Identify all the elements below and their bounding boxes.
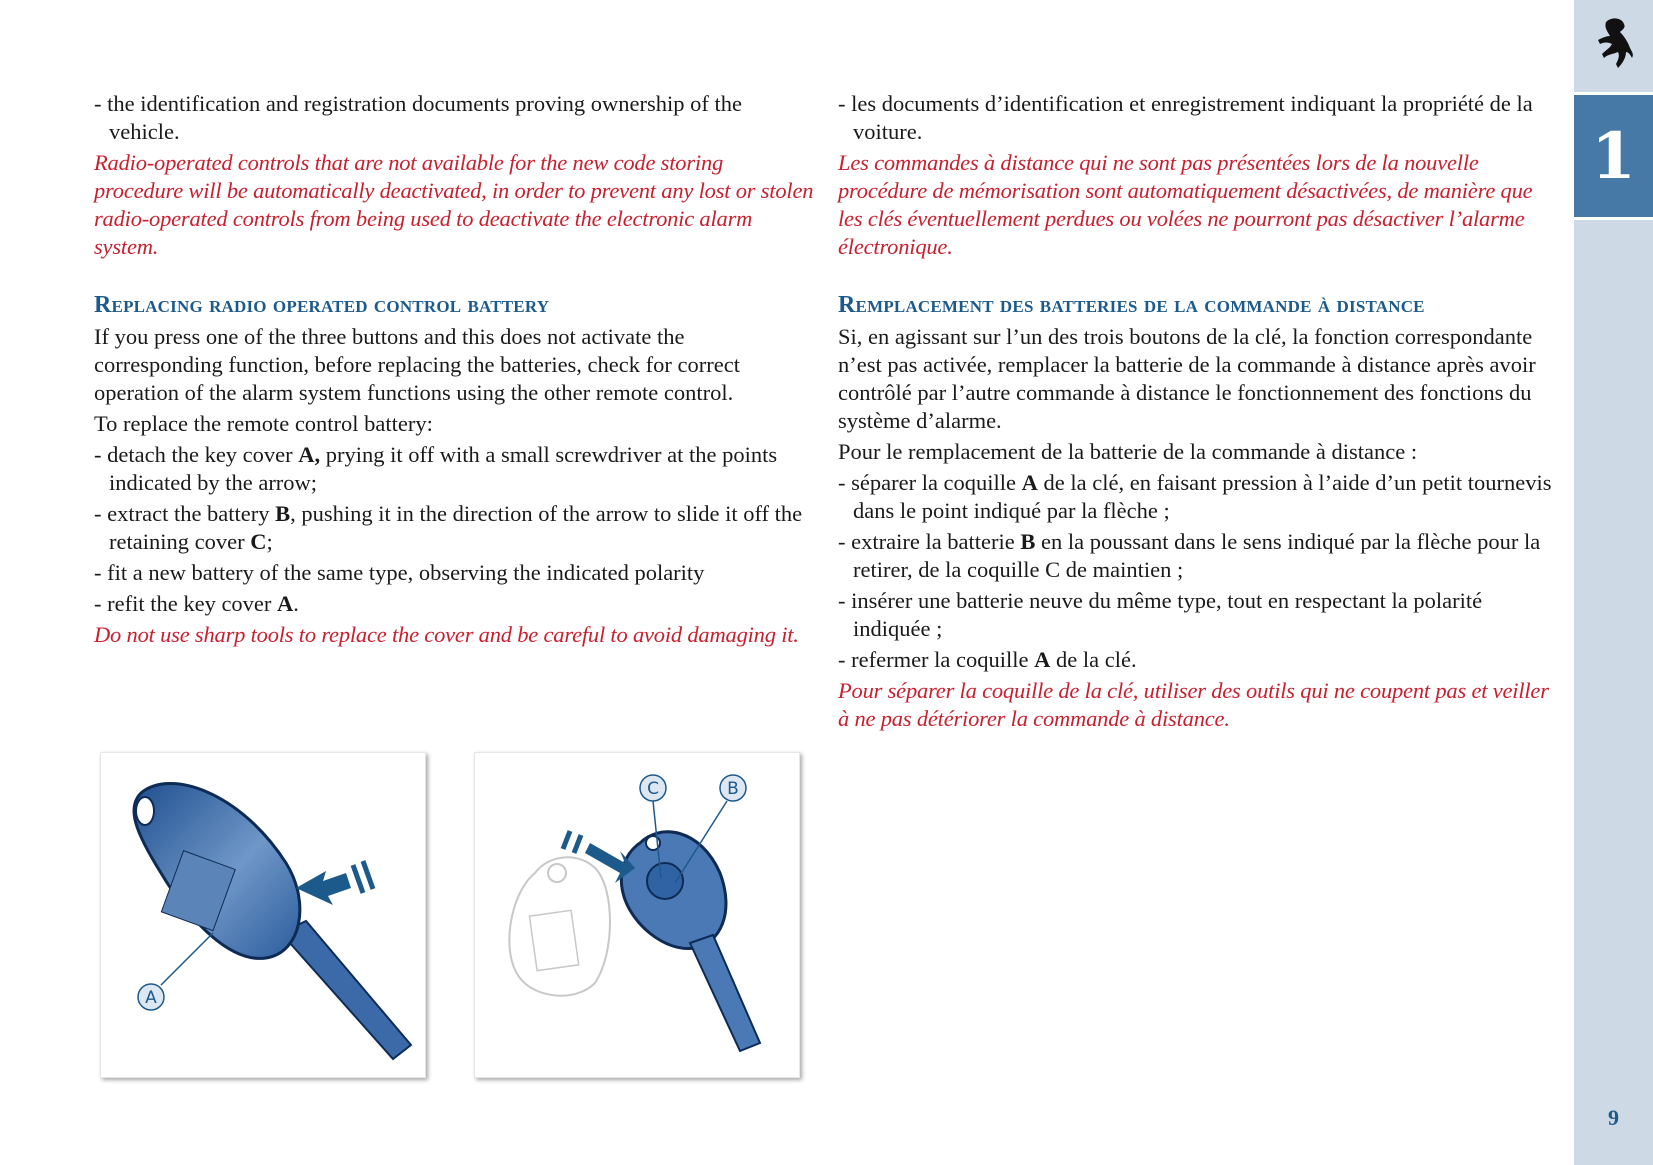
steps-intro: To replace the remote control battery: bbox=[94, 411, 433, 436]
french-column bbox=[838, 90, 1558, 733]
prancing-horse-icon bbox=[1592, 14, 1636, 74]
open-key-illustration-icon bbox=[475, 753, 799, 1077]
step-3-fr: - insérer une batterie neuve du même type, tout en respectant la polarité indiquée ; bbox=[838, 588, 1483, 641]
step-1: - detach the key cover A, prying it off with a small screwdriver at the points indicated by the arrow; bbox=[94, 442, 778, 495]
chapter-sidebar bbox=[1574, 0, 1653, 1165]
key-illustration-icon bbox=[101, 753, 425, 1077]
section-heading-fr: Remplacement des batteries de la commande à distance bbox=[838, 292, 1425, 318]
chapter-number-tab[interactable]: 1 bbox=[1574, 95, 1653, 217]
page-number: 9 bbox=[1608, 1105, 1619, 1130]
callout-b: B bbox=[727, 779, 739, 799]
intro-paragraph-fr: Si, en agissant sur l’un des trois boutons de la clé, la fonction correspondante n’est pas activée, remplacer la batterie de la commande à distance après avoir contrôlé par l’autre commande à distance le fonctionnement des fonctions du système d’alarme. bbox=[838, 324, 1536, 433]
steps-intro-fr: Pour le remplacement de la batterie de la commande à distance : bbox=[838, 439, 1418, 464]
callout-a: A bbox=[145, 988, 157, 1008]
ownership-documents-bullet: - the identification and registration documents proving ownership of the vehicle. bbox=[94, 91, 742, 144]
deactivation-note-fr: Les commandes à distance qui ne sont pas présentées lors de la nouvelle procédure de mémorisation sont automatiquement désactivées, de manière que les clés éventuellement perdues ou volées ne pourront pas désactiver l’alarme électronique. bbox=[838, 150, 1533, 259]
section-heading: Replacing radio operated control battery bbox=[94, 292, 550, 318]
sidebar-divider-2 bbox=[1574, 217, 1653, 220]
key-cover-removal-figure bbox=[100, 752, 426, 1078]
sharp-tools-warning: Do not use sharp tools to replace the cover and be careful to avoid damaging it. bbox=[94, 622, 799, 647]
intro-paragraph: If you press one of the three buttons and this does not activate the corresponding function, before replacing the batteries, check for correct operation of the alarm system functions using the other remote control. bbox=[94, 324, 740, 405]
callout-c: C bbox=[647, 779, 659, 799]
battery-extraction-figure bbox=[474, 752, 800, 1078]
step-3: - fit a new battery of the same type, observing the indicated polarity bbox=[94, 560, 705, 585]
deactivation-note: Radio-operated controls that are not available for the new code storing procedure will be automatically deactivated, in order to prevent any lost or stolen radio-operated controls from being used to deactivate the electronic alarm system. bbox=[94, 150, 814, 259]
ownership-documents-bullet-fr: - les documents d’identification et enregistrement indiquant la propriété de la voiture. bbox=[838, 91, 1533, 144]
step-4: - refit the key cover A. bbox=[94, 591, 299, 616]
step-4-fr: - refermer la coquille A de la clé. bbox=[838, 647, 1137, 672]
step-1-fr: - séparer la coquille A de la clé, en faisant pression à l’aide d’un petit tournevis dans le point indiqué par la flèche ; bbox=[838, 470, 1552, 523]
sharp-tools-warning-fr: Pour séparer la coquille de la clé, utiliser des outils qui ne coupent pas et veiller à ne pas détériorer la commande à distance. bbox=[838, 678, 1549, 731]
english-column bbox=[94, 90, 814, 649]
step-2-fr: - extraire la batterie B en la poussant dans le sens indiqué par la flèche pour la retirer, de la coquille C de maintien ; bbox=[838, 529, 1541, 582]
logo-block bbox=[1574, 0, 1653, 92]
step-2: - extract the battery B, pushing it in the direction of the arrow to slide it off the retaining cover C; bbox=[94, 501, 803, 554]
